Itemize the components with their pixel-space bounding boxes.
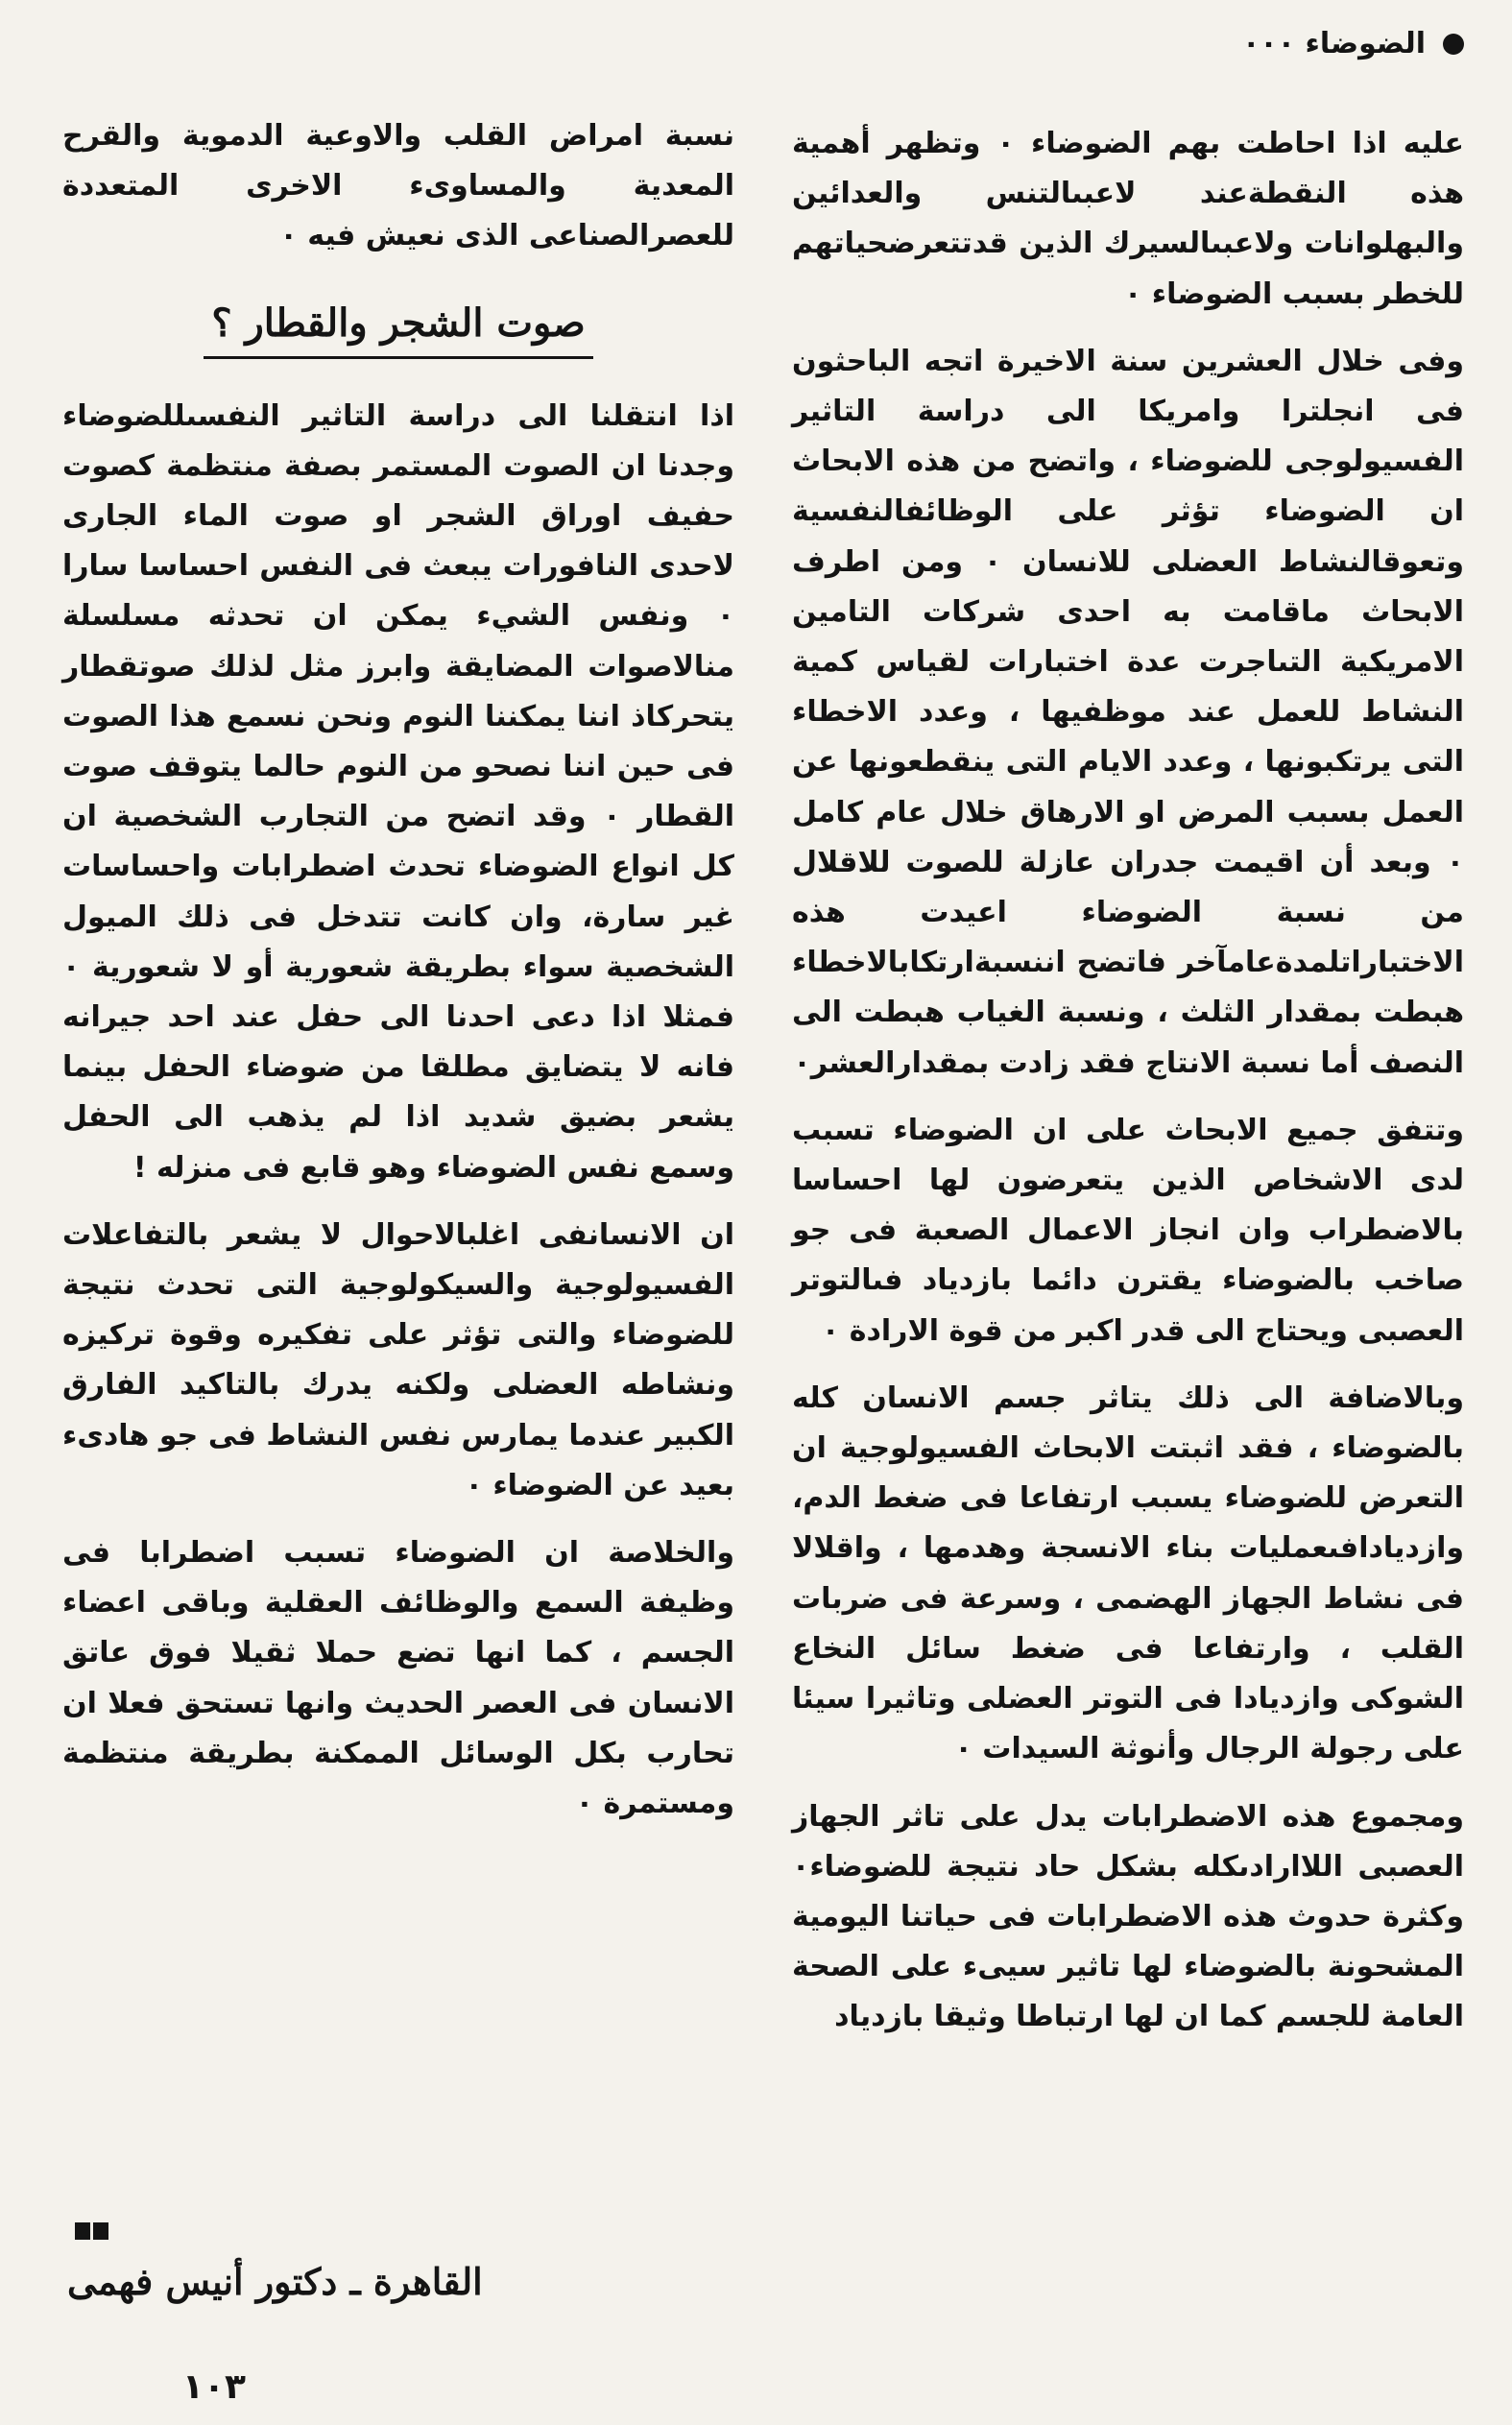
page-number: ١٠٣ bbox=[182, 2367, 246, 2407]
left-column bbox=[62, 111, 734, 1846]
left-paragraph-1: اذا انتقلنا الى دراسة التاثير النفسىللضوضاء وجدنا ان الصوت المستمر بصفة منتظمة كصوت حفيف اوراق الشجر او صوت الماء الجارى لاحدى النافورات يبعث فى النفس احساسا سارا ٠ ونفس الشيء يمكن ان تحدثه مسلسلة منالاصوات المضايقة وابرز مثل لذلك صوتقطار يتحركاذ اننا يمكننا النوم ونحن نسمع هذا الصوت فى حين اننا نصحو من النوم حالما يتوقف صوت القطار ٠ وقد اتضح من التجارب الشخصية ان كل انواع الضوضاء تحدث اضطرابات واحساسات غير سارة، وان كانت تتدخل فى ذلك الميول الشخصية سواء بطريقة شعورية أو لا شعورية ٠ فمثلا اذا دعى احدنا الى حفل عند احد جيرانه فانه لا يتضايق مطلقا من ضوضاء الحفل بينما يشعر بضيق شديد اذا لم يذهب الى الحفل وسمع نفس الضوضاء وهو قابع فى منزله ! bbox=[62, 398, 734, 1185]
right-paragraph-3: وتتفق جميع الابحاث على ان الضوضاء تسبب لدى الاشخاص الذين يتعرضون لها احساسا بالاضطراب وان انجاز الاعمال الصعبة فى جو صاخب بالضوضاء يقترن دائما بازدياد فىالتوتر العصبى ويحتاج الى قدر اكبر من قوة الارادة ٠ bbox=[792, 1113, 1464, 1348]
section-heading bbox=[62, 297, 734, 359]
end-of-article-mark-icon bbox=[75, 2222, 108, 2240]
left-intro-paragraph: نسبة امراض القلب والاوعية الدموية والقرح المعدية والمساوىء الاخرى المتعددة للعصرالصناعى الذى نعيش فيه ٠ bbox=[62, 119, 734, 253]
running-head bbox=[1242, 27, 1464, 60]
left-paragraph-3: والخلاصة ان الضوضاء تسبب اضطرابا فى وظيفة السمع والوظائف العقلية وباقى اعضاء الجسم ، كما انها تضع حملا ثقيلا فوق عاتق الانسان فى العصر الحديث وانها تستحق فعلا ان تحارب بكل الوسائل الممكنة بطريقة منتظمة ومستمرة ٠ bbox=[62, 1536, 734, 1821]
right-column bbox=[792, 119, 1464, 2060]
left-paragraph-2: ان الانسانفى اغلبالاحوال لا يشعر بالتفاعلات الفسيولوجية والسيكولوجية التى تحدث نتيجة للضوضاء والتى تؤثر على تفكيره وقوة تركيزه ونشاطه العضلى ولكنه يدرك بالتاكيد الفارق الكبير عندما يمارس نفس النشاط فى جو هادىء بعيد عن الضوضاء ٠ bbox=[62, 1217, 734, 1502]
running-head-title: الضوضاء ٠٠٠ bbox=[1242, 27, 1426, 60]
right-paragraph-1: عليه اذا احاطت بهم الضوضاء ٠ وتظهر أهمية هذه النقطةعند لاعبىالتنس والعدائين والبهلوانات ولاعبىالسيرك الذين قدتتعرضحياتهم للخطر بسبب الضوضاء ٠ bbox=[792, 127, 1464, 311]
right-paragraph-2: وفى خلال العشرين سنة الاخيرة اتجه الباحثون فى انجلترا وامريكا الى دراسة التاثير الفسيولوجى للضوضاء ، واتضح من هذه الابحاث ان الضوضاء تؤثر على الوظائفالنفسية وتعوقالنشاط العضلى للانسان ٠ ومن اطرف الابحاث ماقامت به احدى شركات التامين الامريكية التىاجرت عدة اختبارات لقياس كمية النشاط للعمل عند موظفيها ، وعدد الاخطاء التى يرتكبونها ، وعدد الايام التى ينقطعونها عن العمل بسبب المرض او الارهاق خلال عام كامل ٠ وبعد أن اقيمت جدران عازلة للصوت للاقلال من نسبة الضوضاء اعيدت هذه الاختباراتلمدةعامآخر فاتضح اننسبةارتكابالاخطاء هبطت بمقدار الثلث ، ونسبة الغياب هبطت الى النصف أما نسبة الانتاج فقد زادت بمقدارالعشر٠ bbox=[792, 344, 1464, 1080]
bullet-dot-icon bbox=[1443, 34, 1464, 55]
section-heading-text: صوت الشجر والقطار ؟ bbox=[204, 297, 592, 359]
right-paragraph-5: ومجموع هذه الاضطرابات يدل على تاثر الجهاز العصبى اللاارادىكله بشكل حاد نتيجة للضوضاء٠ وكثرة حدوث هذه الاضطرابات فى حياتنا اليومية المشحونة بالضوضاء لها تاثير سيىء على الصحة العامة للجسم كما ان لها ارتباطا وثيقا بازدياد bbox=[792, 1799, 1464, 2034]
right-paragraph-4: وبالاضافة الى ذلك يتاثر جسم الانسان كله بالضوضاء ، فقد اثبتت الابحاث الفسيولوجية ان التعرض للضوضاء يسبب ارتفاعا فى ضغط الدم، وازديادافىعمليات بناء الانسجة وهدمها ، واقلالا فى نشاط الجهاز الهضمى ، وسرعة فى ضربات القلب ، وارتفاعا فى ضغط سائل النخاع الشوكى وازديادا فى التوتر العضلى وتاثيرا سيئا على رجولة الرجال وأنوثة السيدات ٠ bbox=[792, 1381, 1464, 1766]
author-signature: القاهرة ـ دكتور أنيس فهمى bbox=[67, 2260, 483, 2303]
